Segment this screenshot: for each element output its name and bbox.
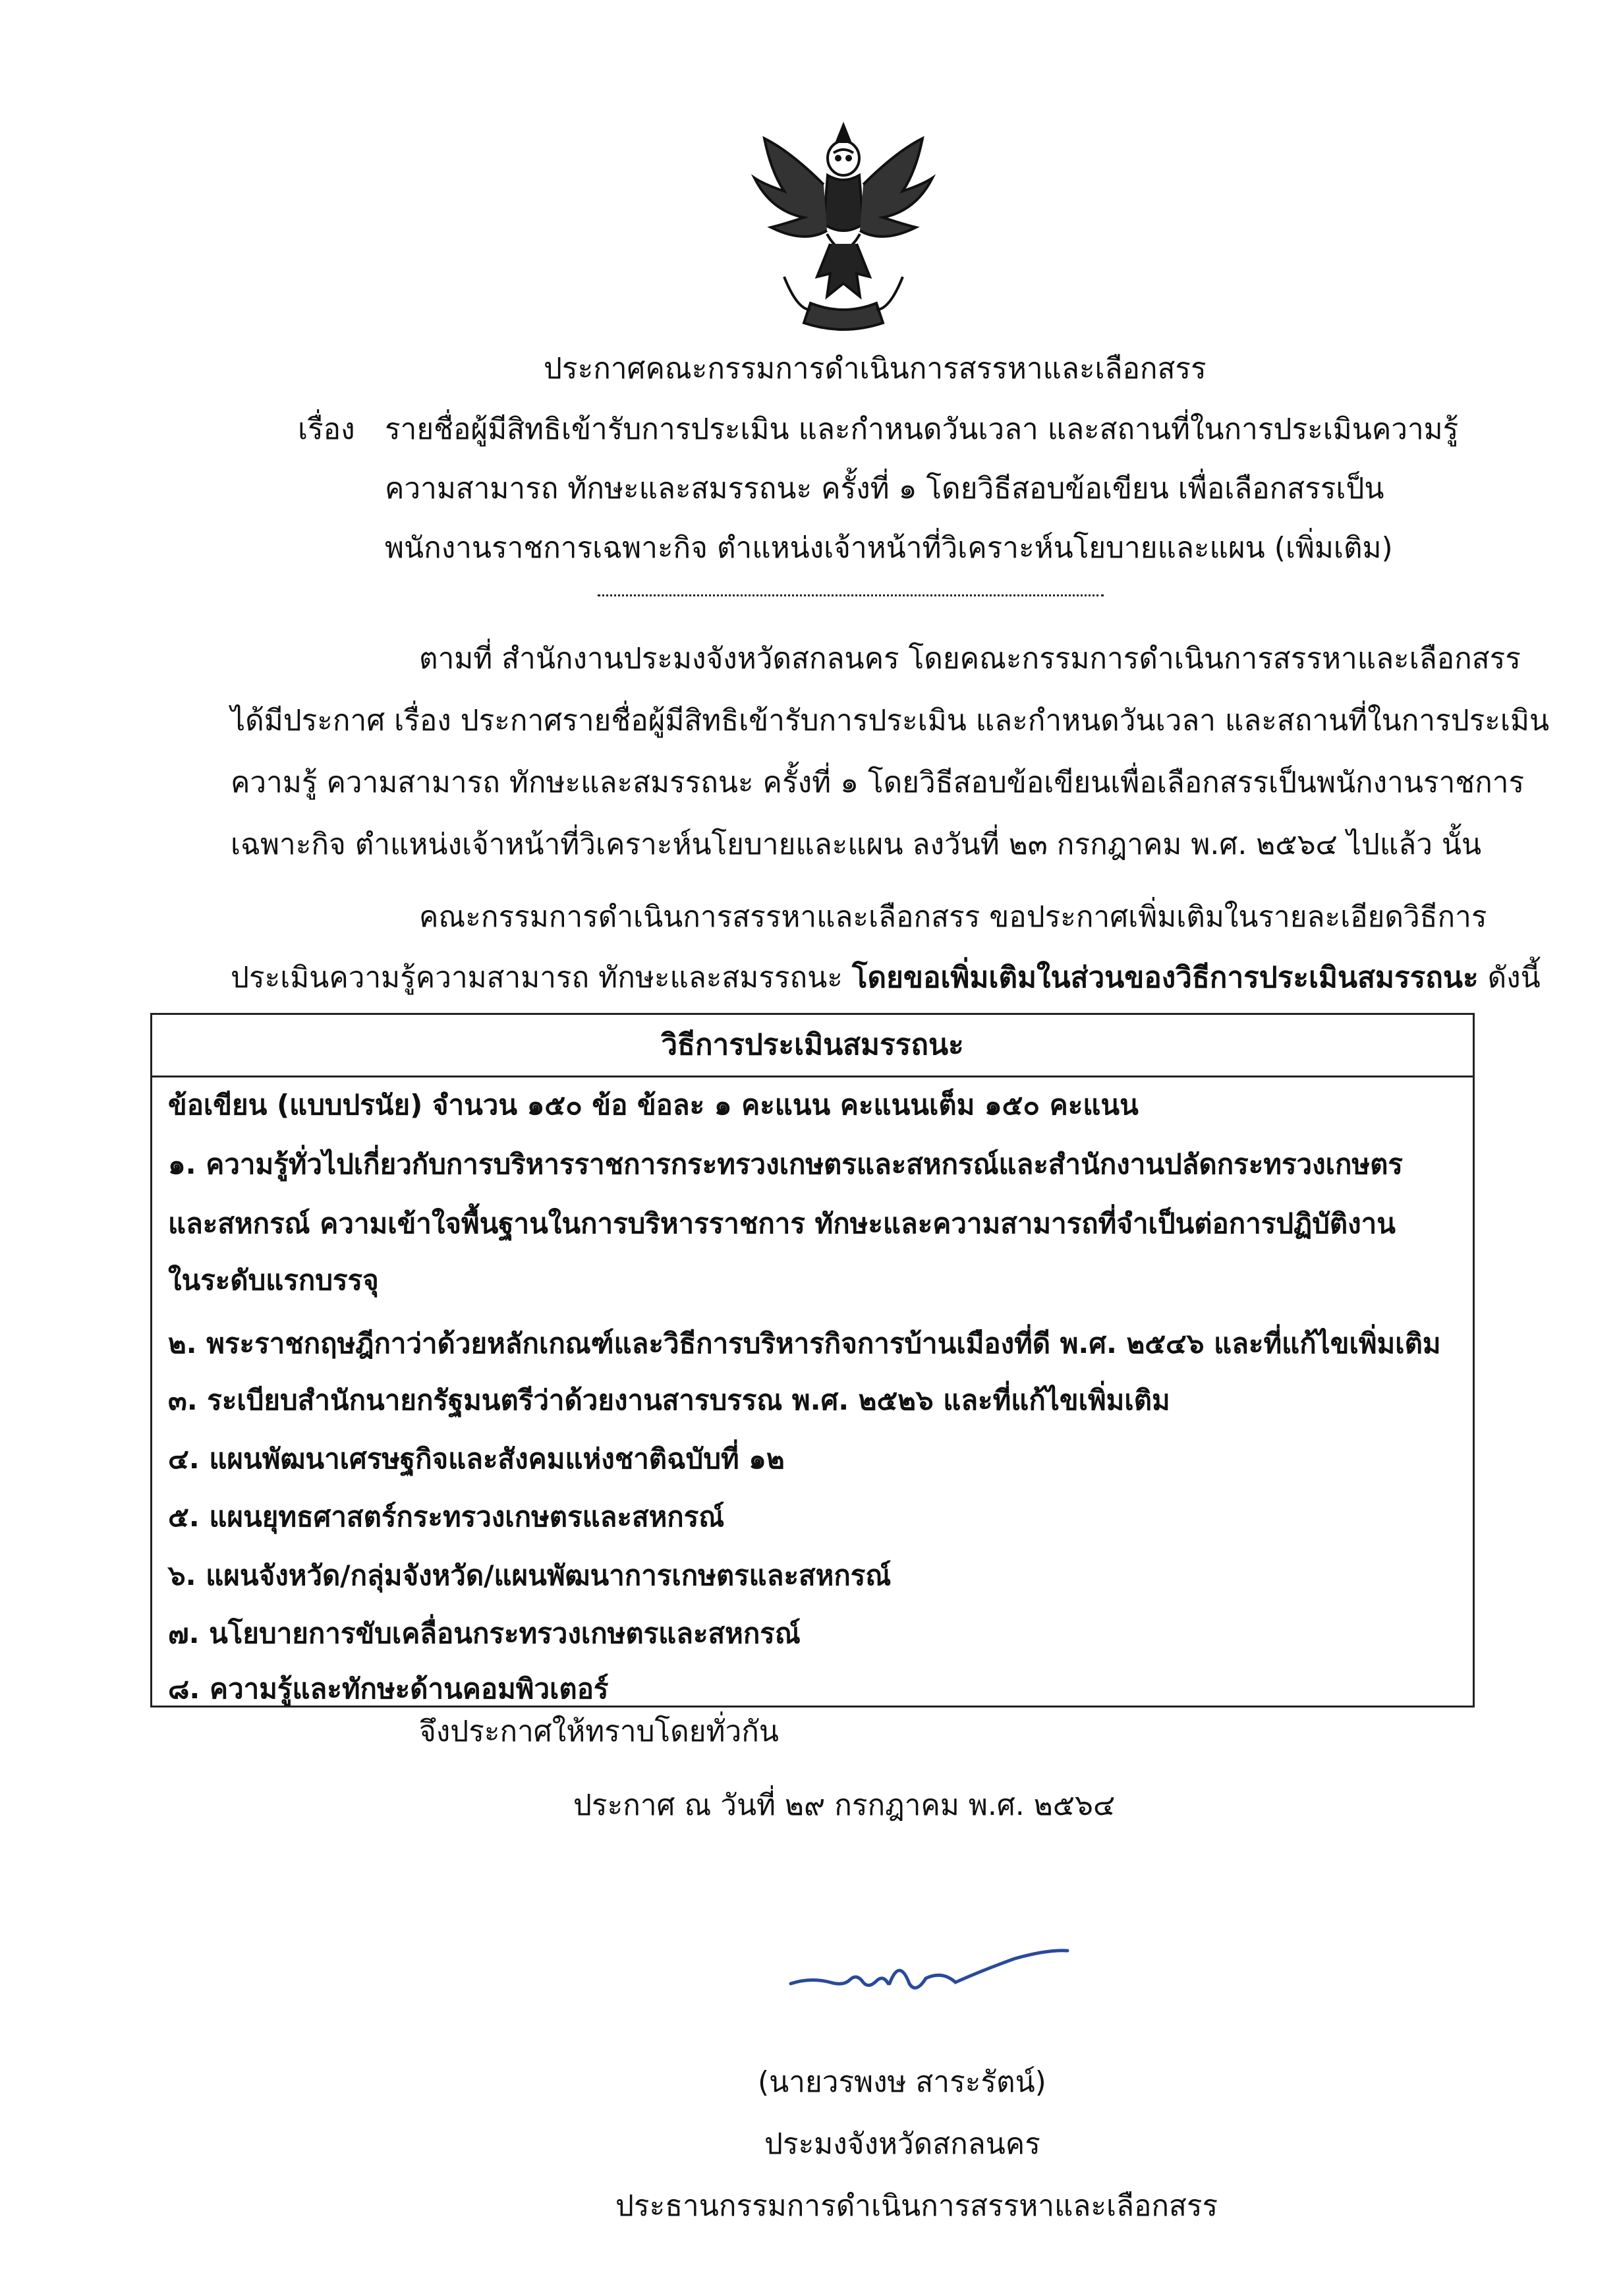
table-line-item-2: ๒. พระราชกฤษฎีกาว่าด้วยหลักเกณฑ์และวิธีการบริหารกิจการบ้านเมืองที่ดี พ.ศ. ๒๕๔๖ และที่แก้ไขเพิ่มเติม <box>168 1327 1441 1360</box>
signature-icon <box>784 1931 1074 2010</box>
table-line-item-6: ๖. แผนจังหวัด/กลุ่มจังหวัด/แผนพัฒนาการเกษตรและสหกรณ์ <box>168 1559 892 1592</box>
paragraph-1-line-4: เฉพาะกิจ ตำแหน่งเจ้าหน้าที่วิเคราะห์นโยบายและแผน ลงวันที่ ๒๓ กรกฎาคม พ.ศ. ๒๕๖๔ ไปแล้ว นั้น <box>231 828 1482 861</box>
paragraph-1-line-3: ความรู้ ความสามารถ ทักษะและสมรรถนะ ครั้งที่ ๑ โดยวิธีสอบข้อเขียนเพื่อเลือกสรรเป็นพนักงานราชการ <box>231 766 1525 799</box>
table-line-exam: ข้อเขียน (แบบปรนัย) จำนวน ๑๕๐ ข้อ ข้อละ ๑ คะแนน คะแนนเต็ม ๑๕๐ คะแนน <box>168 1089 1139 1121</box>
paragraph-2-line-2 <box>231 958 1541 998</box>
table-line-item-1b: และสหกรณ์ ความเข้าใจพื้นฐานในการบริหารราชการ ทักษะและความสามารถที่จำเป็นต่อการปฏิบัติงาน <box>168 1207 1396 1240</box>
subject-line-1: รายชื่อผู้มีสิทธิเข้ารับการประเมิน และกำหนดวันเวลา และสถานที่ในการประเมินความรู้ <box>385 413 1459 446</box>
table-line-item-1c: ในระดับแรกบรรจุ <box>168 1264 379 1296</box>
paragraph-2-bold-text: โดยขอเพิ่มเติมในส่วนของวิธีการประเมินสมรรถนะ <box>851 961 1479 994</box>
paragraph-2-normal-text: ประเมินความรู้ความสามารถ ทักษะและสมรรถนะ <box>231 961 852 994</box>
paragraph-2-end-text: ดังนี้ <box>1478 961 1541 994</box>
table-header: วิธีการประเมินสมรรถนะ <box>152 1015 1473 1077</box>
closing-notice: จึงประกาศให้ทราบโดยทั่วกัน <box>419 1715 779 1748</box>
assessment-method-table <box>150 1013 1475 1708</box>
signer-position-2: ประธานกรรมการดำเนินการสรรหาและเลือกสรร <box>615 2189 1218 2223</box>
paragraph-1-line-2: ได้มีประกาศ เรื่อง ประกาศรายชื่อผู้มีสิทธิเข้ารับการประเมิน และกำหนดวันเวลา และสถานที่ในการประเมิน <box>231 704 1550 737</box>
table-line-item-3: ๓. ระเบียบสำนักนายกรัฐมนตรีว่าด้วยงานสารบรรณ พ.ศ. ๒๕๒๖ และที่แก้ไขเพิ่มเติม <box>168 1384 1170 1416</box>
announcement-date: ประกาศ ณ วันที่ ๒๙ กรกฎาคม พ.ศ. ๒๕๖๔ <box>573 1789 1116 1822</box>
table-line-item-7: ๗. นโยบายการขับเคลื่อนกระทรวงเกษตรและสหกรณ์ <box>168 1617 801 1650</box>
subject-line-3: พนักงานราชการเฉพาะกิจ ตำแหน่งเจ้าหน้าที่วิเคราะห์นโยบายและแผน (เพิ่มเติม) <box>385 531 1393 565</box>
table-line-item-4: ๔. แผนพัฒนาเศรษฐกิจและสังคมแห่งชาติฉบับที่ ๑๒ <box>168 1443 785 1475</box>
signer-position-1: ประมงจังหวัดสกลนคร <box>764 2127 1040 2161</box>
table-line-item-5: ๕. แผนยุทธศาสตร์กระทรวงเกษตรและสหกรณ์ <box>168 1501 725 1533</box>
announcement-title: ประกาศคณะกรรมการดำเนินการสรรหาและเลือกสรร <box>544 352 1207 386</box>
divider-dotted-line <box>598 594 1104 596</box>
signer-name: (นายวรพงษ สาระรัตน์) <box>758 2065 1046 2099</box>
paragraph-1-line-1: ตามที่ สำนักงานประมงจังหวัดสกลนคร โดยคณะกรรมการดำเนินการสรรหาและเลือกสรร <box>419 642 1521 675</box>
table-line-item-8: ๘. ความรู้และทักษะด้านคอมพิวเตอร์ <box>168 1673 609 1705</box>
paragraph-2-line-1: คณะกรรมการดำเนินการสรรหาและเลือกสรร ขอประกาศเพิ่มเติมในรายละเอียดวิธีการ <box>419 900 1487 934</box>
subject-line-2: ความสามารถ ทักษะและสมรรถนะ ครั้งที่ ๑ โดยวิธีสอบข้อเขียน เพื่อเลือกสรรเป็น <box>385 472 1384 505</box>
table-line-item-1a: ๑. ความรู้ทั่วไปเกี่ยวกับการบริหารราชการกระทรวงเกษตรและสหกรณ์และสำนักงานปลัดกระทรวงเกษตร <box>168 1148 1403 1180</box>
subject-label: เรื่อง <box>298 413 355 446</box>
garuda-emblem-icon <box>745 112 942 336</box>
